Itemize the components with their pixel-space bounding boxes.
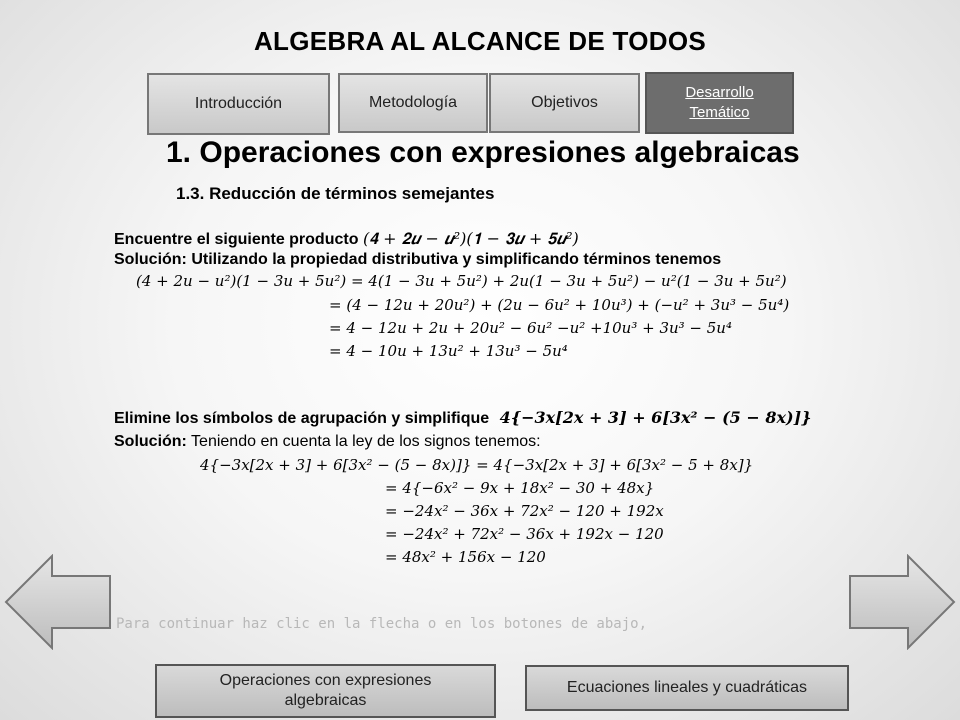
nav-objetivos-button[interactable] — [489, 73, 640, 133]
nav-metodologia-label: Metodología — [368, 94, 458, 111]
problem2-step-1: 4{−3x[2x + 3] + 6[3x² − (5 − 8x)]} = 4{−3x[2x + 3] + 6[3x² − 5 + 8x]} — [200, 456, 754, 474]
problem1-prompt: Encuentre el siguiente producto — [114, 231, 359, 248]
nav-desarrollo-label-1: Desarrollo — [685, 84, 754, 101]
ecuaciones-label: Ecuaciones lineales y cuadráticas — [566, 679, 808, 696]
right-arrow-icon — [850, 556, 954, 648]
problem2-step-2: = 4{−6x² − 9x + 18x² − 30 + 48x} — [385, 479, 655, 497]
nav-introduccion-label: Introducción — [194, 95, 283, 112]
problem2-expression: 4{−3x[2x + 3] + 6[3x² − (5 − 8x)]} — [499, 408, 812, 427]
section-heading: 1. Operaciones con expresiones algebraicas — [166, 136, 800, 169]
next-arrow-button[interactable] — [846, 554, 956, 650]
problem1-statement — [114, 229, 579, 249]
ecuaciones-lineales-button[interactable] — [525, 665, 849, 711]
nav-desarrollo-tematico-button[interactable] — [645, 72, 794, 134]
continue-hint: Para continuar haz clic en la flecha o en los botones de abajo, — [116, 616, 648, 632]
problem2-statement — [114, 408, 811, 428]
problem2-prompt: Elimine los símbolos de agrupación y simplifique — [114, 410, 490, 427]
operaciones-label-1: Operaciones con expresiones — [219, 672, 432, 689]
page-title: ALGEBRA AL ALCANCE DE TODOS — [253, 26, 707, 56]
problem2-solution-label: Solución: — [114, 433, 187, 450]
problem2-step-5: = 48x² + 156x − 120 — [385, 548, 546, 566]
nav-desarrollo-label-2: Temático — [689, 104, 750, 121]
nav-objetivos-label: Objetivos — [531, 94, 598, 111]
left-arrow-icon — [6, 556, 110, 648]
operaciones-expresiones-button[interactable] — [155, 664, 496, 718]
nav-metodologia-button[interactable] — [338, 73, 488, 133]
problem2-step-3: = −24x² − 36x + 72x² − 120 + 192x — [385, 502, 664, 520]
problem2-solution — [114, 433, 541, 451]
nav-introduccion-button[interactable] — [147, 73, 330, 135]
problem2-solution-text: Teniendo en cuenta la ley de los signos tenemos: — [186, 433, 541, 450]
previous-arrow-button[interactable] — [4, 554, 114, 650]
problem1-step-3: = 4 − 12u + 2u + 20u² − 6u² −u² +10u³ + 3u³ − 5u⁴ — [329, 319, 732, 337]
section-subheading: 1.3. Reducción de términos semejantes — [176, 184, 495, 203]
problem1-step-1: (4 + 2u − u²)(1 − 3u + 5u²) = 4(1 − 3u + 5u²) + 2u(1 − 3u + 5u²) − u²(1 − 3u + 5u²) — [136, 272, 787, 290]
problem1-expression: (𝟒 + 𝟐𝒖 − 𝒖²)(𝟏 − 𝟑𝒖 + 𝟓𝒖²) — [362, 229, 579, 248]
problem2-step-4: = −24x² + 72x² − 36x + 192x − 120 — [385, 525, 664, 543]
operaciones-label-2: algebraicas — [284, 692, 367, 709]
problem1-solution: Solución: Utilizando la propiedad distributiva y simplificando términos tenemos — [114, 251, 722, 268]
problem1-step-2: = (4 − 12u + 20u²) + (2u − 6u² + 10u³) + (−u² + 3u³ − 5u⁴) — [329, 296, 790, 314]
problem1-step-4: = 4 − 10u + 13u² + 13u³ − 5u⁴ — [329, 342, 568, 360]
